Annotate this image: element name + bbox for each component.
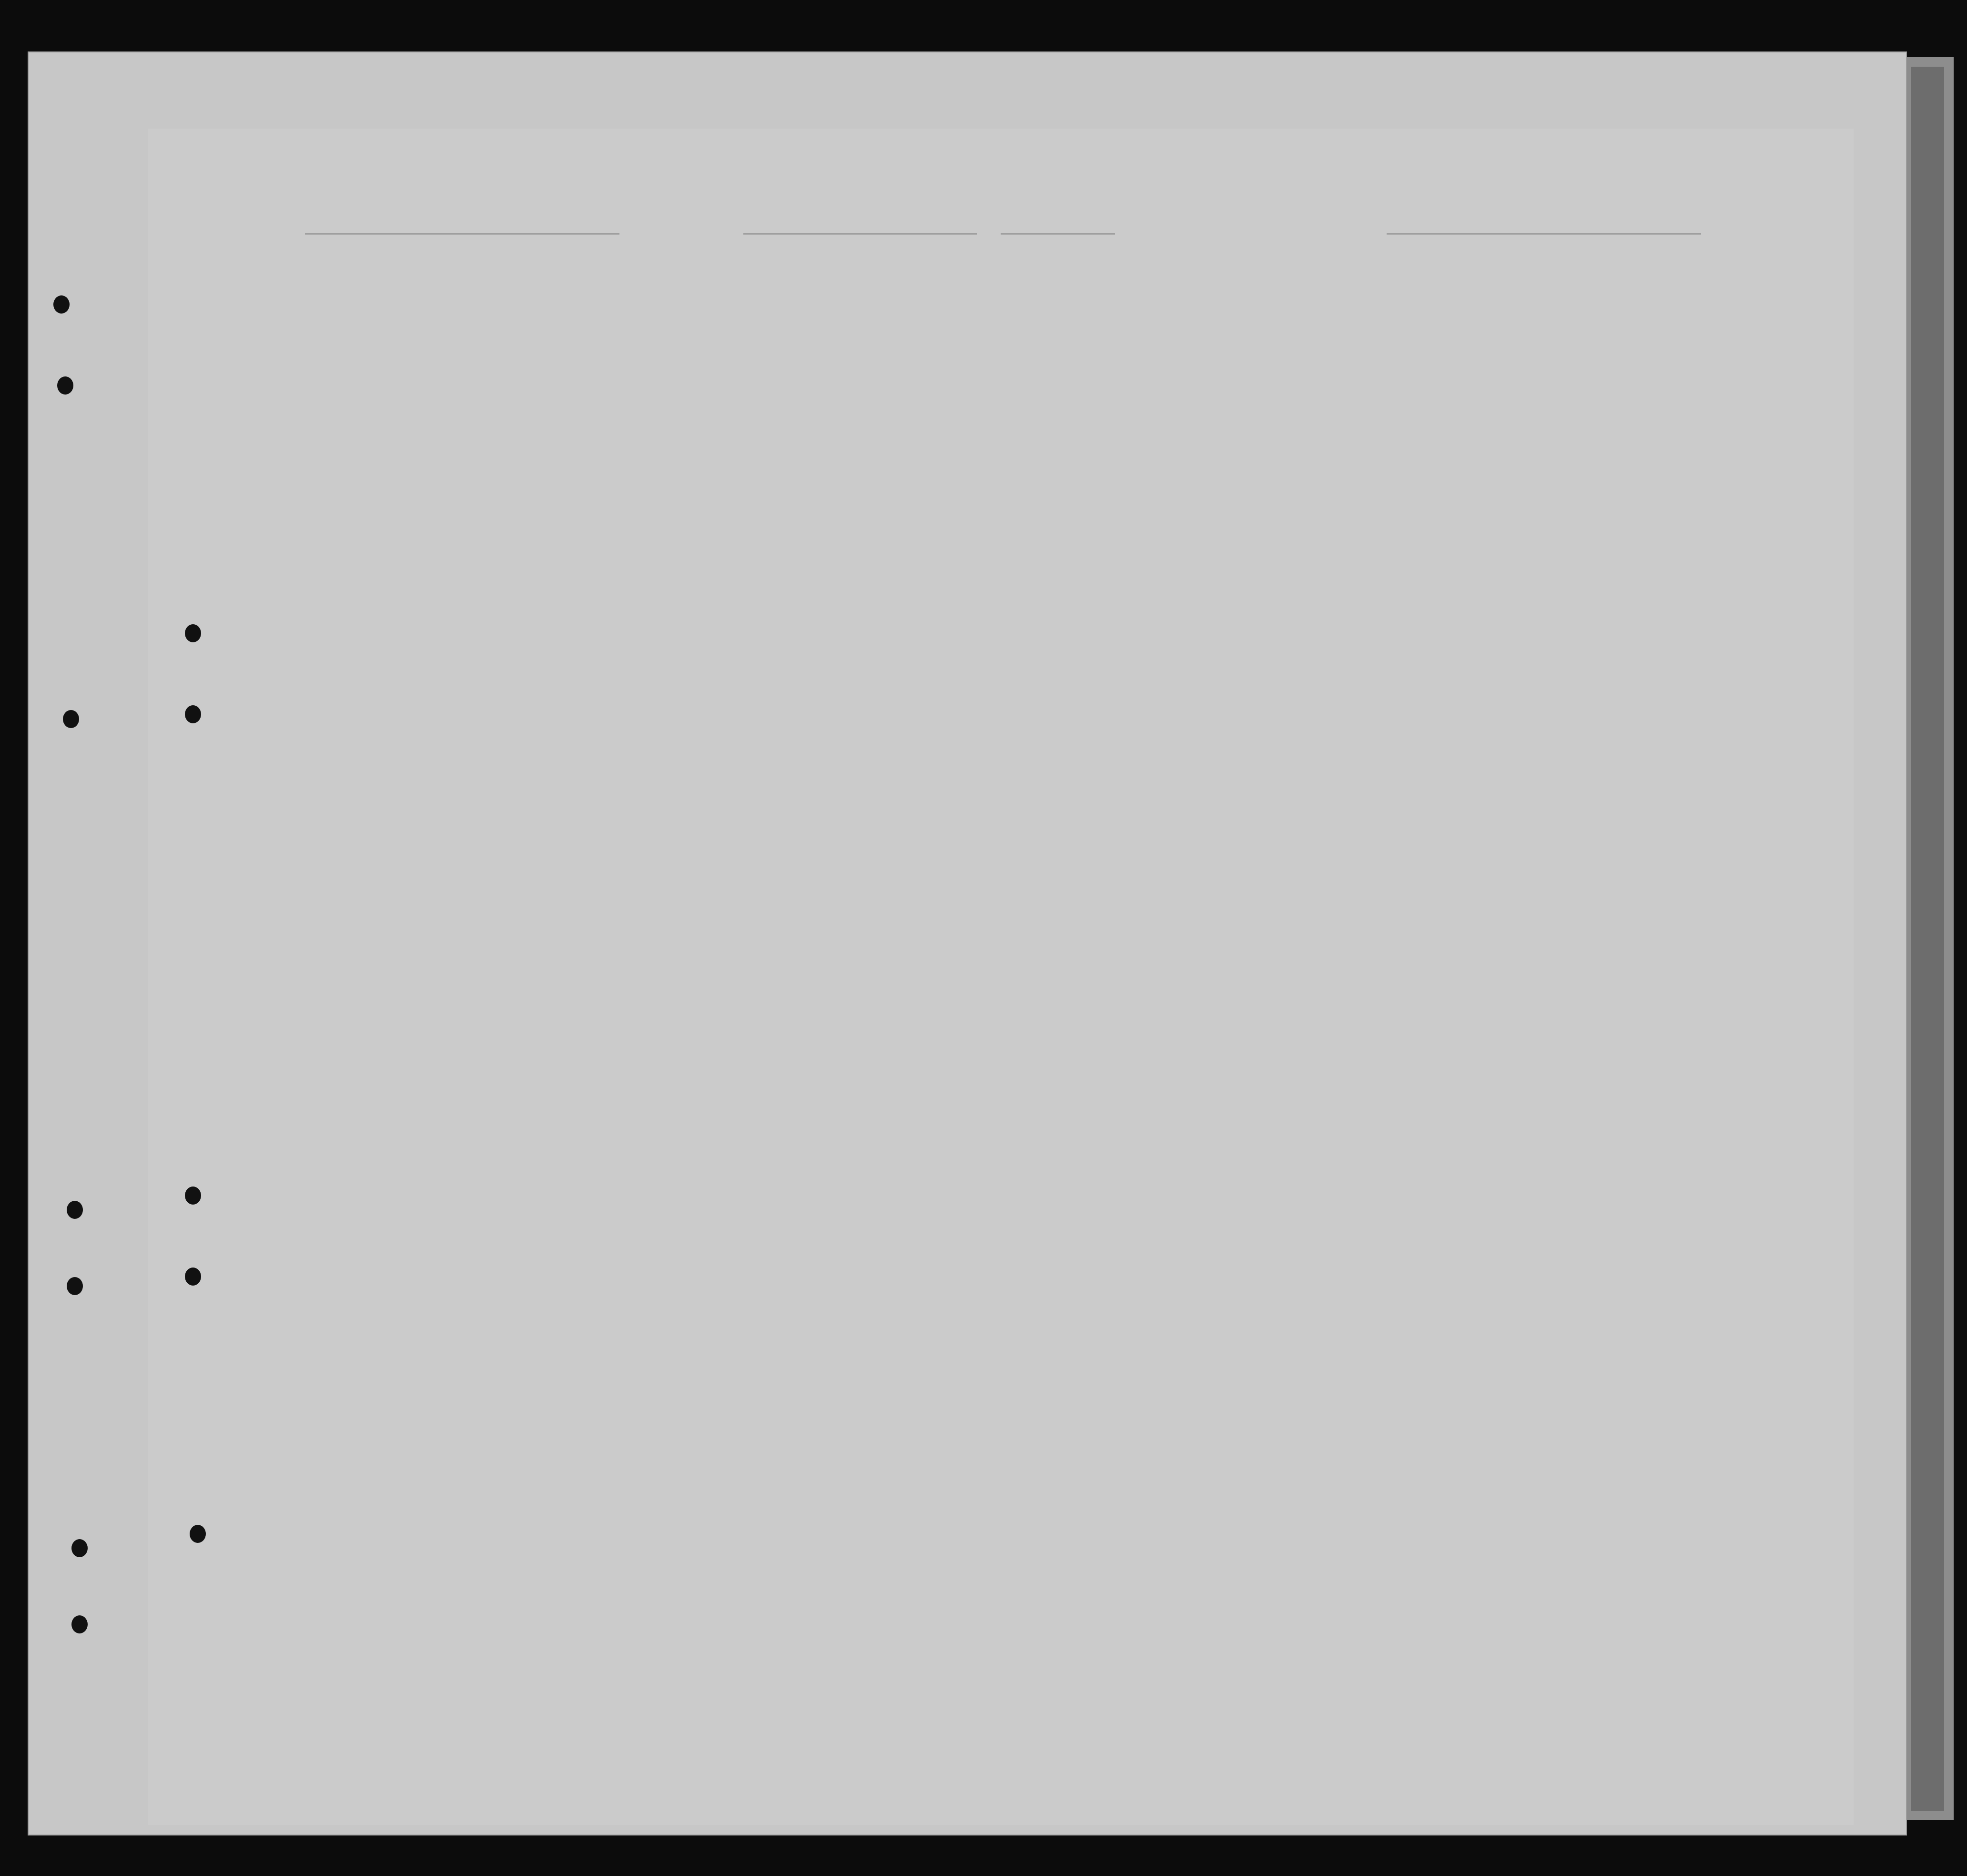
punch-hole [185, 1268, 201, 1286]
punch-hole [185, 1186, 201, 1205]
port-underline [1387, 233, 1701, 234]
punch-hole [57, 376, 73, 395]
ship-underline [305, 233, 619, 234]
punch-hole [67, 1201, 83, 1219]
punch-hole [71, 1539, 88, 1557]
date-underline [1001, 233, 1115, 234]
underlying-pages-edge [1911, 67, 1944, 1811]
punch-hole [63, 710, 79, 728]
manifest-page [28, 51, 1907, 1835]
punch-hole [53, 295, 70, 314]
from-underline [743, 233, 977, 234]
punch-hole [67, 1277, 83, 1295]
punch-hole [185, 624, 201, 642]
punch-hole [190, 1525, 206, 1543]
punch-hole [71, 1615, 88, 1633]
form-area [148, 129, 1854, 1825]
punch-hole [185, 705, 201, 723]
